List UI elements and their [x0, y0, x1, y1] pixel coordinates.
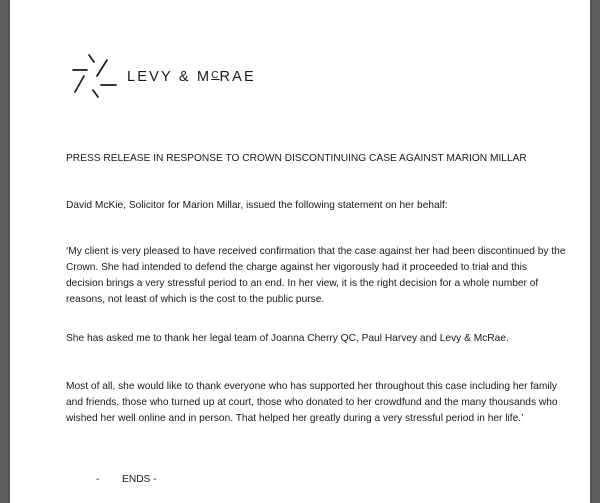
document-page [10, 0, 590, 503]
statement-intro: David McKie, Solicitor for Marion Millar, issued the following statement on her behalf: [66, 200, 448, 211]
logo-wordmark [127, 69, 256, 85]
ends-marker: - ENDS - [96, 474, 157, 485]
levy-mcrae-logo [71, 52, 256, 100]
statement-paragraph: Most of all, she would like to thank everyone who has supported her throughout this case including her family and friends, those who turned up at court, those who donated to her crowdfund and the many thousands who wished her well online and in person. That helped her greatly during a very stressful period in her life.’ [66, 381, 558, 424]
statement-paragraph: She has asked me to thank her legal team of Joanna Cherry QC, Paul Harvey and Levy & McRae. [66, 333, 509, 344]
logo-text-sup: C [211, 70, 220, 81]
statement-paragraph: ‘My client is very pleased to have received confirmation that the case against her had been discontinued by the Crown. She had intended to defend the charge against her vigorously had it proceeded to trial and this decision brings a very stressful period to an end. In her view, it is the right decision for a whole number of reasons, not least of which is the cost to the public purse. [66, 246, 566, 305]
logo-text-post: RAE [219, 69, 256, 85]
logo-text-pre: LEVY & M [127, 69, 212, 85]
press-release-title: PRESS RELEASE IN RESPONSE TO CROWN DISCONTINUING CASE AGAINST MARION MILLAR [66, 153, 527, 164]
logo-mark-icon [71, 52, 119, 100]
